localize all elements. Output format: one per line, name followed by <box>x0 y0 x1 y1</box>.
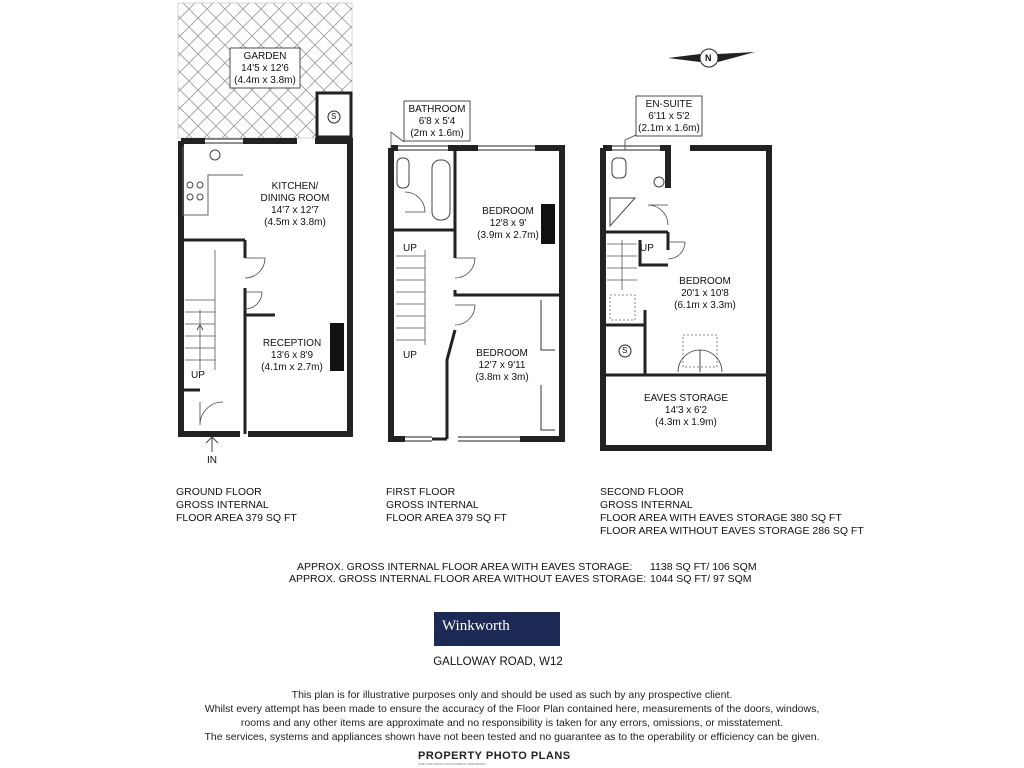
property-photo-plans-tagline: ONE STOP SHOP FOR PROPERTY MARKETING <box>418 762 486 766</box>
eaves-storage-label <box>636 393 736 429</box>
first-floor-plan <box>391 146 562 441</box>
floor-area-value: FLOOR AREA WITHOUT EAVES STORAGE 286 SQ FT <box>600 525 864 537</box>
bathroom-label <box>404 104 470 140</box>
room-name: BEDROOM <box>482 206 534 217</box>
disclaimer <box>0 688 1024 744</box>
entrance-label: IN <box>207 455 217 466</box>
room-size-imperial: 14'5 x 12'6 <box>241 63 289 74</box>
room-size-metric: (4.5m x 3.8m) <box>264 217 326 228</box>
room-size-metric: (4.1m x 2.7m) <box>261 362 323 373</box>
room-size-metric: (3.9m x 2.7m) <box>477 230 539 241</box>
total-with-eaves-value: 1138 SQ FT/ 106 SQM <box>650 561 757 573</box>
bedroom-2-label <box>462 348 542 384</box>
room-name: EN-SUITE <box>645 99 693 110</box>
room-name: KITCHEN/ <box>271 181 319 192</box>
disclaimer-line: This plan is for illustrative purposes only and should be used as such by any prospective client. <box>291 689 733 701</box>
room-size-imperial: 14'7 x 12'7 <box>271 205 319 216</box>
brand-name: Winkworth <box>442 618 510 634</box>
floor-area-value: FLOOR AREA 379 SQ FT <box>176 512 297 524</box>
disclaimer-line: Whilst every attempt has been made to ensure the accuracy of the Floor Plan contained here, measurements of the doors, windows, <box>204 703 820 715</box>
floor-area-value: FLOOR AREA 379 SQ FT <box>386 512 507 524</box>
room-size-imperial: 12'7 x 9'11 <box>478 360 526 371</box>
room-name: GARDEN <box>243 51 287 62</box>
room-name: EAVES STORAGE <box>643 393 729 404</box>
winkworth-logo <box>434 612 560 646</box>
floor-area-label: GROSS INTERNAL <box>600 499 693 511</box>
room-size-imperial: 12'8 x 9' <box>489 218 527 229</box>
kitchen-label <box>240 181 350 229</box>
reception-label <box>252 338 332 374</box>
room-name: BEDROOM <box>679 276 731 287</box>
total-without-eaves-value: 1044 SQ FT/ 97 SQM <box>650 573 752 585</box>
second-floor-caption <box>600 486 864 538</box>
s-symbol-second-text: S <box>622 346 628 355</box>
room-size-imperial: 13'6 x 8'9 <box>270 350 314 361</box>
room-size-metric: (2.1m x 1.6m) <box>638 123 700 134</box>
stairs-up-label-second: UP <box>640 243 654 254</box>
property-photo-plans-logo: PROPERTY PHOTO PLANS <box>418 750 571 762</box>
disclaimer-line: The services, systems and appliances shown have not been tested and no guarantee as to the operability or efficiency can be given. <box>204 731 820 743</box>
first-floor-caption <box>386 486 507 525</box>
total-with-eaves-label: APPROX. GROSS INTERNAL FLOOR AREA WITH EAVES STORAGE: <box>297 561 633 573</box>
floor-name: SECOND FLOOR <box>600 486 685 498</box>
room-size-metric: (6.1m x 3.3m) <box>674 300 736 311</box>
room-size-metric: (4.3m x 1.9m) <box>655 417 717 428</box>
compass-north-text: N <box>705 53 712 63</box>
room-size-metric: (4.4m x 3.8m) <box>234 75 296 86</box>
floor-area-label: GROSS INTERNAL <box>176 499 269 511</box>
room-name: RECEPTION <box>262 338 322 349</box>
bedroom-1-label <box>468 206 548 242</box>
room-size-imperial: 6'11 x 5'2 <box>648 111 690 122</box>
stairs-up-label-ground: UP <box>191 370 205 381</box>
room-size-imperial: 20'1 x 10'8 <box>681 288 729 299</box>
property-address: GALLOWAY ROAD, W12 <box>433 656 563 668</box>
entrance-arrow-icon <box>206 437 218 452</box>
room-name: DINING ROOM <box>260 193 330 204</box>
room-size-metric: (3.8m x 3m) <box>475 372 529 383</box>
room-size-metric: (2m x 1.6m) <box>410 128 464 139</box>
room-size-imperial: 6'8 x 5'4 <box>418 116 456 127</box>
stairs-up-label-first-bottom: UP <box>403 350 417 361</box>
disclaimer-line: rooms and any other items are approximate and no responsibility is taken for any errors, omissions, or misstatement. <box>240 717 784 729</box>
room-name: BATHROOM <box>408 104 466 115</box>
floor-area-value: FLOOR AREA WITH EAVES STORAGE 380 SQ FT <box>600 512 842 524</box>
total-without-eaves-label: APPROX. GROSS INTERNAL FLOOR AREA WITHOUT EAVES STORAGE: <box>289 573 647 585</box>
floor-area-label: GROSS INTERNAL <box>386 499 479 511</box>
floor-name: GROUND FLOOR <box>176 486 262 498</box>
room-name: BEDROOM <box>476 348 528 359</box>
ensuite-label <box>636 99 702 135</box>
bedroom-3-label <box>665 276 745 312</box>
compass-icon <box>668 49 755 67</box>
floor-name: FIRST FLOOR <box>386 486 456 498</box>
stairs-up-label-first-top: UP <box>403 243 417 254</box>
garden-label <box>230 51 300 87</box>
s-symbol-ground-text: S <box>331 112 337 121</box>
ground-floor-caption <box>176 486 297 525</box>
room-size-imperial: 14'3 x 6'2 <box>664 405 708 416</box>
